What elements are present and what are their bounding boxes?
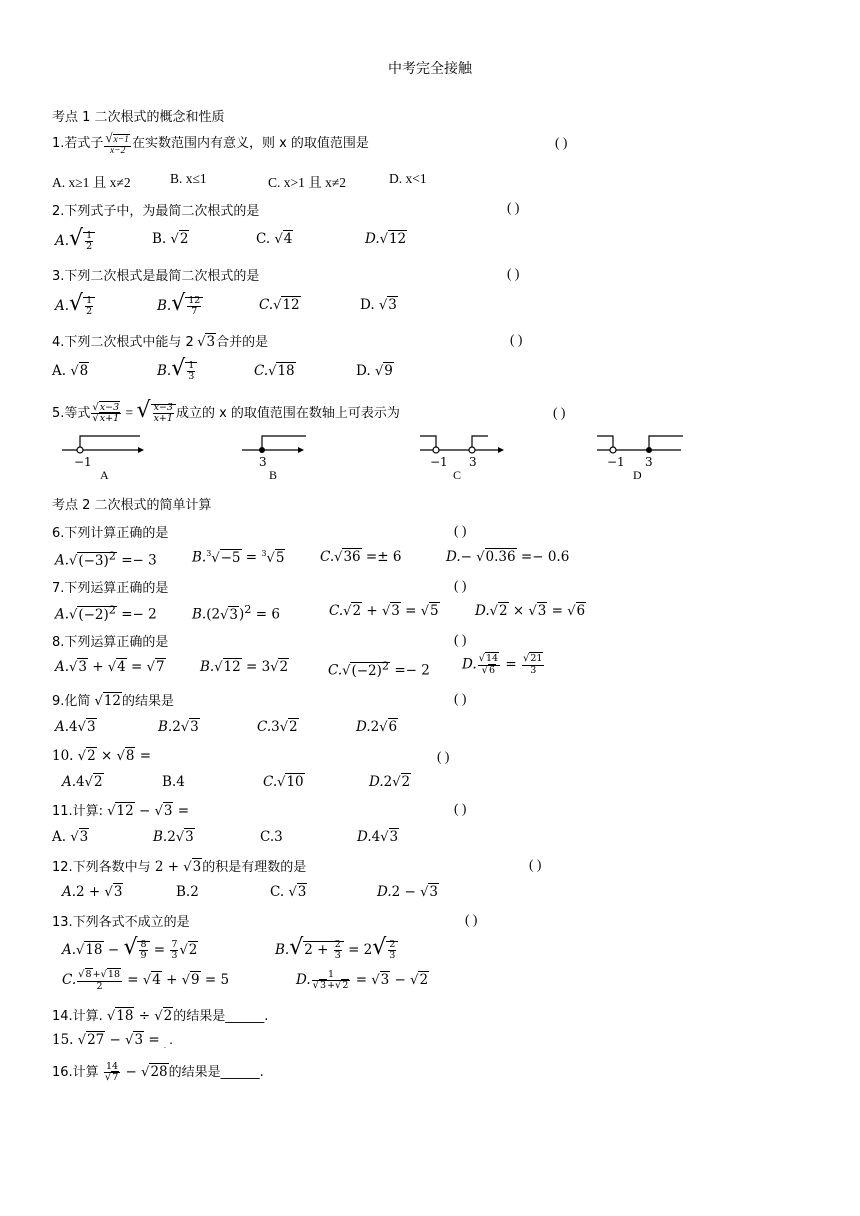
tick-label: −1 — [607, 455, 625, 469]
q9-option-c: C.3√2 — [257, 719, 298, 735]
q11-answer-paren: ( ) — [454, 801, 467, 816]
q12-answer-paren: ( ) — [529, 857, 542, 872]
q6-option-c: C.√36 =± 6 — [320, 549, 402, 565]
tick-label: −1 — [74, 455, 92, 469]
q10-option-c: C.√10 — [263, 774, 304, 790]
q2-option-c: C. √4 — [256, 231, 293, 247]
q13-option-a: A.√18 − √ $\frac{8}{9}$ = $\frac{7}{3}$ √2 — [62, 935, 198, 961]
q10-answer-paren: ( ) — [437, 749, 450, 764]
question-13: 13.下列各式不成立的是 — [52, 915, 190, 930]
question-7: 7.下列运算正确的是 — [52, 581, 169, 596]
q2-option-b: B. √2 — [152, 231, 189, 247]
q11-option-c: C.3 — [260, 829, 283, 845]
q6-answer-paren: ( ) — [454, 523, 467, 538]
q13-option-b: B.√2 + $\frac{2}{3}$ = 2√ $\frac{2}{3}$ — [275, 935, 398, 961]
question-15: 15. √27 − √3 = $_.$ . — [52, 1032, 173, 1050]
q8-option-b: B.√12 = 3√2 — [200, 659, 289, 675]
q12-option-c: C. √3 — [270, 884, 307, 900]
q9-option-b: B.2√3 — [158, 719, 199, 735]
q1-option-d: D. x<1 — [389, 171, 427, 186]
section-heading-1: 考点 1 二次根式的概念和性质 — [52, 110, 225, 125]
page-title: 中考完全接触 — [388, 61, 472, 77]
q1-option-b: B. x≤1 — [170, 171, 207, 186]
q12-option-b: B.2 — [176, 884, 199, 900]
q1-answer-paren: ( ) — [555, 135, 568, 150]
q5-answer-paren: ( ) — [553, 405, 566, 420]
label-b: B — [269, 468, 278, 482]
q7-option-c: C.√2 + √3 = √5 — [329, 603, 439, 619]
q13-option-c: C. $\frac{√8+√18}{2}$ = √4 + √9 = 5 — [62, 969, 230, 992]
q9-option-d: D.2√6 — [356, 719, 398, 735]
q7-option-a: $A.√(-2)^2 =- 2$ — [55, 603, 157, 623]
question-9: 9.化简 √12的结果是 — [52, 693, 175, 709]
q1-option-a: A. x≥1 且 x≠2 — [52, 175, 131, 190]
tick-label: −1 — [430, 455, 448, 469]
question-12: 12.下列各数中与 2 + √3的积是有理数的是 — [52, 859, 307, 875]
q10-option-b: B.4 — [162, 774, 185, 790]
question-4: 4.下列二次根式中能与 2 √3合并的是 — [52, 334, 269, 350]
q9-answer-paren: ( ) — [454, 691, 467, 706]
label-c: C — [453, 468, 462, 482]
q7-option-b: $B.(2√3)^2 = 6$ — [192, 603, 280, 623]
q2-option-d: D.√12 — [365, 231, 407, 247]
q3-option-d: D. √3 — [360, 297, 397, 313]
q10-option-d: D.2√2 — [369, 774, 411, 790]
question-1 — [52, 131, 369, 157]
q1-fraction: $\frac{√x-1}{x-2}$ — [105, 130, 129, 156]
q11-option-a: A. √3 — [52, 829, 89, 845]
question-2: 2.下列式子中，为最简二次根式的是 — [52, 204, 260, 219]
question-3: 3.下列二次根式是最简二次根式的是 — [52, 269, 260, 284]
question-8: 8.下列运算正确的是 — [52, 635, 169, 650]
q4-option-b: B.√ $\frac{1}{3}$ — [157, 356, 197, 382]
label-a: A — [100, 468, 109, 482]
q4-option-a: A. √8 — [52, 363, 89, 379]
q3-option-c: C.√12 — [259, 297, 300, 313]
q4-option-c: C.√18 — [254, 363, 295, 379]
q2-answer-paren: ( ) — [507, 200, 520, 215]
q1-post: 在实数范围内有意义，则 x 的取值范围是 — [131, 136, 369, 152]
q13-answer-paren: ( ) — [465, 912, 478, 927]
q4-option-d: D. √9 — [356, 363, 393, 379]
question-11: 11.计算: √12 − √3 = — [52, 803, 190, 819]
q6-option-a: $A.√(-3)^2 =- 3$ — [55, 549, 157, 569]
q3-option-b: B.√ $\frac{12}{7}$ — [157, 291, 203, 317]
q3-answer-paren: ( ) — [507, 266, 520, 281]
q8-option-c: $C.√(-2)^2 =- 2$ — [328, 659, 430, 679]
section-heading-2: 考点 2 二次根式的简单计算 — [52, 498, 212, 513]
q10-option-a: A.4√2 — [62, 774, 103, 790]
q3-option-a: A.√ $\frac{1}{2}$ — [55, 291, 95, 317]
q1-option-c: C. x>1 且 x≠2 — [268, 175, 347, 190]
q11-option-d: D.4√3 — [357, 829, 399, 845]
q4-answer-paren: ( ) — [510, 332, 523, 347]
label-d: D — [633, 468, 642, 482]
q6-option-b: B.$^3$√−5 = $^3$√5 — [192, 549, 285, 566]
q2-option-a: A.√ $\frac{1}{2}$ — [55, 226, 95, 252]
number-line-b — [240, 430, 320, 472]
tick-label: 3 — [645, 455, 653, 469]
q6-option-d: D.− √0.36 =− 0.6 — [446, 549, 570, 565]
q1-pre: 1.若式子 — [52, 136, 104, 152]
tick-label: 3 — [259, 455, 267, 469]
q8-answer-paren: ( ) — [454, 632, 467, 647]
q7-answer-paren: ( ) — [454, 578, 467, 593]
q12-option-d: D.2 − √3 — [377, 884, 439, 900]
q12-option-a: A.2 + √3 — [62, 884, 123, 900]
question-5: 5.等式 $\frac{√x-3}{√x+1}$ = √ $\frac{x-3}{x+1}$ 成立的 x 的取值范围在数轴上可表示为 — [52, 398, 400, 425]
question-10: 10. √2 × √8 = — [52, 748, 152, 764]
q9-option-a: A.4√3 — [55, 719, 96, 735]
tick-label: 3 — [469, 455, 477, 469]
q7-option-d: D.√2 × √3 = √6 — [475, 603, 586, 619]
q13-option-d: D. $\frac{1}{√3+√2}$ = √3 − √2 — [296, 969, 429, 991]
question-14: 14.计算. √18 ÷ √2的结果是______. — [52, 1008, 269, 1024]
question-16: 16.计算 $\frac{14}{√7}$ − √28的结果是______. — [52, 1060, 264, 1083]
q8-option-d: D. $\frac{√14}{√6}$ = $\frac{√21}{3}$ — [462, 653, 543, 676]
q8-option-a: A.√3 + √4 = √7 — [55, 659, 165, 675]
q11-option-b: B.2√3 — [153, 829, 194, 845]
question-6: 6.下列计算正确的是 — [52, 526, 169, 541]
